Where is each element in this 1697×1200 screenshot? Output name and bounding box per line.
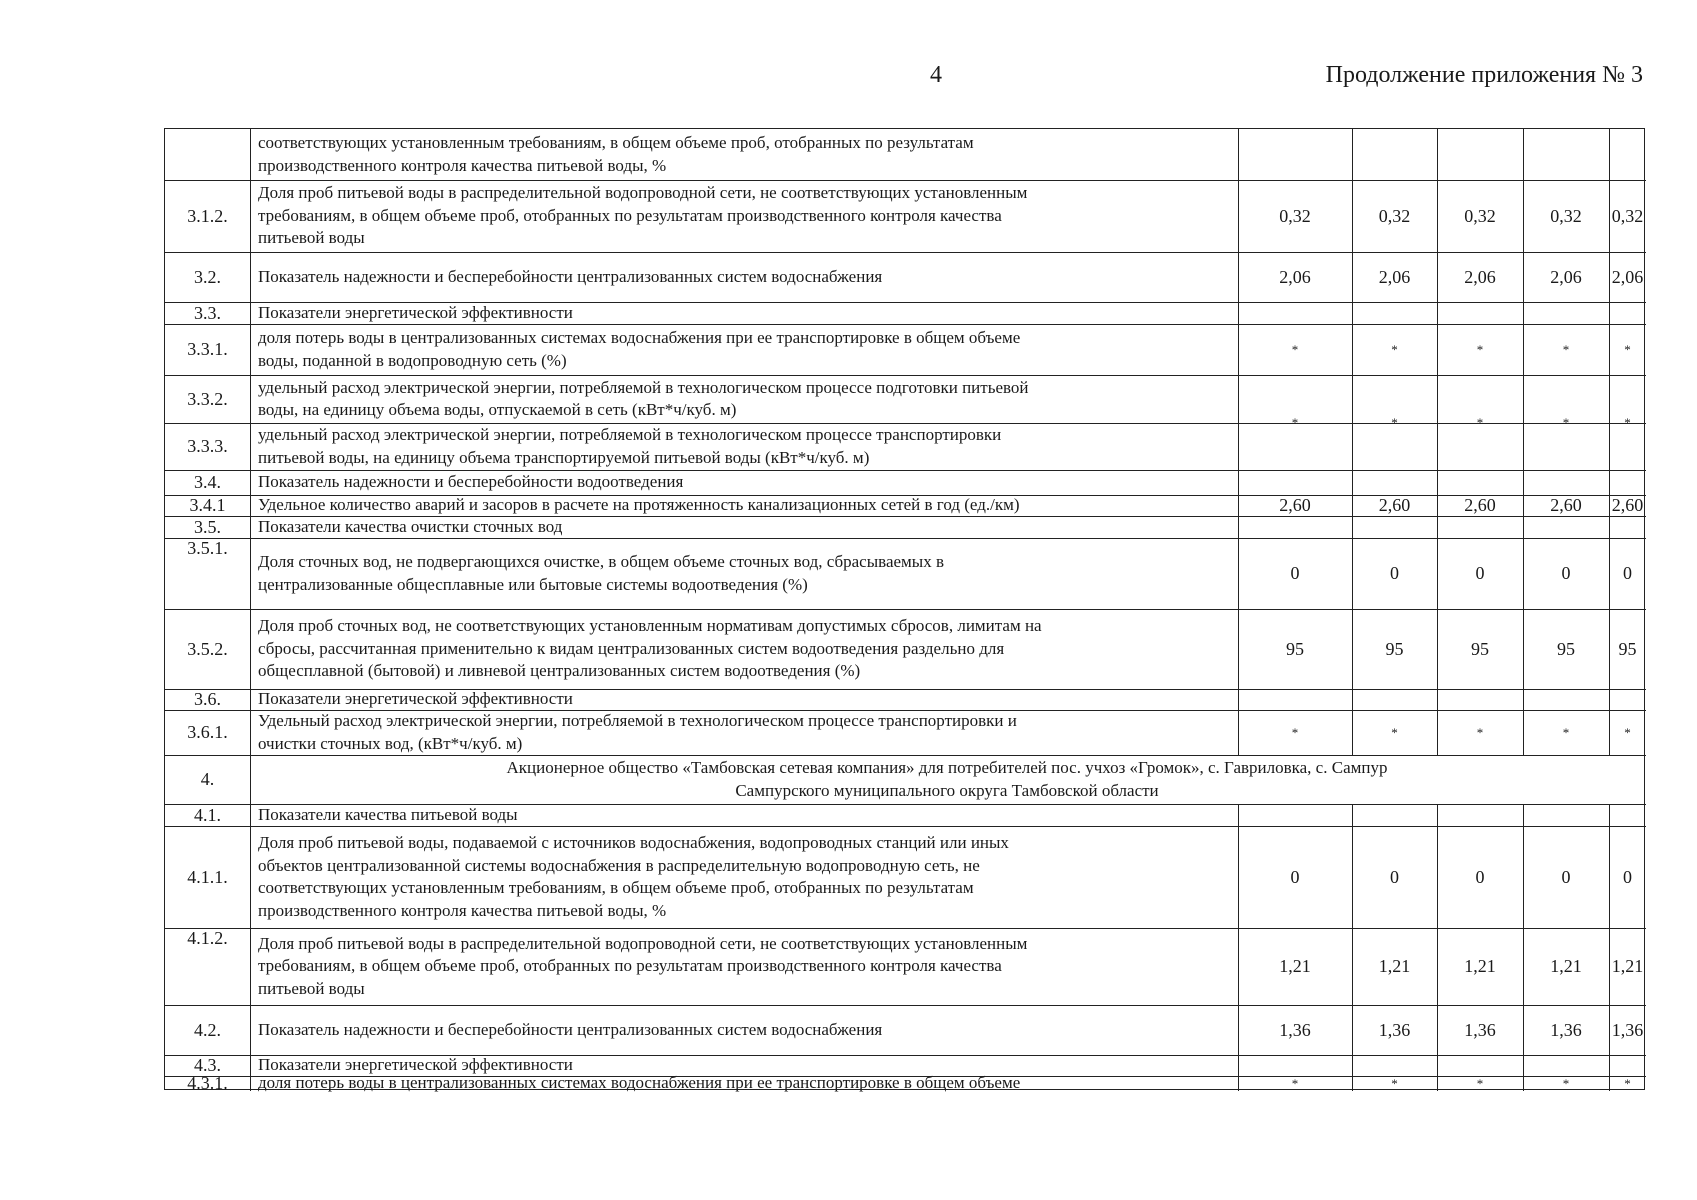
column-rule <box>1609 689 1610 710</box>
value-cell: 95 <box>1618 638 1637 659</box>
value-cell: * <box>1476 341 1484 357</box>
value-cell: * <box>1476 414 1484 430</box>
value-cell: * <box>1391 414 1398 430</box>
value-cell: 2,06 <box>1378 266 1411 287</box>
indicator-line: требованиям, в общем объеме проб, отобранных по результатам производственного контроля качества <box>258 956 1002 976</box>
value-cell <box>1437 129 1523 180</box>
value-cell <box>1523 129 1609 180</box>
row-number: 4.1.1. <box>187 866 228 887</box>
indicator-line: Акционерное общество «Тамбовская сетевая компания» для потребителей пос. учхоз «Громок», с. Гавриловка, с. Сампур <box>506 758 1388 777</box>
indicator-line: Сампурского муниципального округа Тамбовской области <box>735 780 1159 800</box>
column-rule <box>1523 689 1524 710</box>
row-number: 3.4.1 <box>189 495 226 515</box>
indicator-line: удельный расход электрической энергии, потребляемой в технологическом процессе транспортировки <box>258 425 1002 444</box>
column-rule <box>1609 1055 1610 1076</box>
value-cell: * <box>1562 724 1570 740</box>
value-cell: 95 <box>1385 638 1404 659</box>
value-cell: 1,21 <box>1550 956 1582 976</box>
value-cell: 0 <box>1475 563 1485 583</box>
indicator-line: питьевой воды <box>258 228 365 248</box>
value-cell: * <box>1476 724 1484 740</box>
indicator-line: удельный расход электрической энергии, потребляемой в технологическом процессе подготовки питьевой <box>258 377 1029 397</box>
row-number: 3.2. <box>194 266 221 287</box>
indicator-text <box>258 710 1358 755</box>
value-cell: * <box>1624 1075 1631 1091</box>
row-number: 3.3. <box>194 302 221 323</box>
row-number: 3.6. <box>194 689 221 709</box>
value-cell: 0,32 <box>1550 205 1582 226</box>
value-cell: 0 <box>1475 866 1485 887</box>
value-cell: 0,32 <box>1464 205 1496 226</box>
column-rule <box>1523 516 1524 538</box>
value-cell: 2,06 <box>1550 266 1582 287</box>
indicator-text <box>258 826 1358 928</box>
value-cell: 1,36 <box>1279 1019 1311 1040</box>
indicator-text <box>258 423 1358 470</box>
value-cell: 0 <box>1561 866 1571 887</box>
value-cell: 1,36 <box>1378 1019 1411 1040</box>
value-cell: * <box>1291 341 1299 357</box>
row-number: 3.5. <box>194 516 221 537</box>
value-cell: * <box>1391 1075 1398 1091</box>
indicator-text <box>258 1073 1358 1093</box>
indicator-text <box>258 302 1358 324</box>
indicator-line: очистки сточных вод, (кВт*ч/куб. м) <box>258 733 523 753</box>
column-rule <box>1523 1055 1524 1076</box>
column-rule <box>1609 516 1610 538</box>
indicator-text <box>258 495 1358 516</box>
indicator-line: воды, поданной в водопроводную сеть (%) <box>258 350 567 370</box>
indicator-text <box>258 928 1358 1005</box>
value-cell: * <box>1476 1075 1484 1091</box>
column-rule <box>1437 689 1438 710</box>
row-number: 3.5.2. <box>187 638 228 659</box>
indicator-line: централизованные общесплавные или бытовые системы водоотведения (%) <box>258 574 808 594</box>
value-cell: * <box>1624 341 1631 357</box>
appendix-label: Продолжение приложения № 3 <box>1325 62 1643 88</box>
value-cell <box>1238 129 1352 180</box>
value-cell: 0,32 <box>1378 205 1411 226</box>
indicator-text <box>258 324 1358 375</box>
indicator-line: Показатели качества очистки сточных вод <box>258 516 563 536</box>
value-cell: * <box>1291 724 1299 740</box>
indicator-line: Показатель надежности и бесперебойности водоотведения <box>258 472 684 492</box>
column-rule <box>1609 804 1610 826</box>
indicator-line: Показатели энергетической эффективности <box>258 302 573 322</box>
indicator-line: Показатели энергетической эффективности <box>258 1055 573 1075</box>
row-number: 4.2. <box>194 1019 221 1040</box>
value-cell: 95 <box>1557 638 1575 659</box>
indicator-text <box>258 689 1358 710</box>
value-cell: 2,60 <box>1464 495 1496 515</box>
value-cell: 2,60 <box>1279 495 1311 515</box>
value-cell: 1,21 <box>1611 956 1644 976</box>
indicator-text <box>258 1005 1358 1055</box>
row-number: 3.1.2. <box>187 205 228 226</box>
value-cell: * <box>1562 1075 1570 1091</box>
indicator-line: Доля проб сточных вод, не соответствующих установленным нормативам допустимых сбросов, лимитам на <box>258 616 1042 636</box>
merged-cell-gap <box>1239 422 1645 425</box>
row-number: 4.3. <box>194 1055 221 1075</box>
value-cell: 1,21 <box>1279 956 1311 976</box>
value-cell: * <box>1391 724 1398 740</box>
column-rule <box>1523 302 1524 324</box>
value-cell: * <box>1291 414 1299 430</box>
column-rule <box>250 129 251 1091</box>
value-cell: 95 <box>1471 638 1489 659</box>
indicator-line: питьевой воды, на единицу объема транспортируемой питьевой воды (кВт*ч/куб. м) <box>258 447 870 467</box>
row-number: 3.5.1. <box>187 538 228 558</box>
indicator-line: требованиям, в общем объеме проб, отобранных по результатам производственного контроля качества <box>258 205 1002 225</box>
value-cell: 1,36 <box>1611 1019 1644 1040</box>
page-number: 4 <box>930 62 942 88</box>
indicator-line: Показатель надежности и бесперебойности централизованных систем водоснабжения <box>258 1019 883 1039</box>
row-number: 4.1. <box>194 804 221 825</box>
indicators-table <box>164 128 1645 1093</box>
indicator-line: производственного контроля качества питьевой воды, % <box>258 155 667 175</box>
value-cell: 0 <box>1623 866 1632 887</box>
value-cell: 0 <box>1290 563 1300 583</box>
column-rule <box>1437 470 1438 495</box>
column-rule <box>1609 302 1610 324</box>
value-cell: * <box>1624 414 1631 430</box>
value-cell: 2,60 <box>1378 495 1411 515</box>
indicator-line: соответствующих установленным требованиям, в общем объеме проб, отобранных по результатам <box>258 878 974 897</box>
indicator-line: Доля проб питьевой воды, подаваемой с источников водоснабжения, водопроводных станций или иных <box>258 833 1009 852</box>
value-cell: 1,21 <box>1464 956 1496 976</box>
indicator-line: производственного контроля качества питьевой воды, % <box>258 900 667 920</box>
value-cell: 2,06 <box>1611 266 1644 287</box>
indicator-text <box>258 129 1358 180</box>
value-cell: * <box>1624 724 1631 740</box>
indicator-text <box>258 804 1358 826</box>
row-number: 3.3.2. <box>187 388 228 409</box>
value-cell <box>1352 129 1437 180</box>
indicator-text <box>258 755 1636 804</box>
column-rule <box>1437 1055 1438 1076</box>
indicator-text <box>258 609 1358 689</box>
value-cell: 2,60 <box>1550 495 1582 515</box>
row-number: 3.4. <box>194 472 221 492</box>
column-rule <box>1437 804 1438 826</box>
indicator-text <box>258 375 1358 423</box>
column-rule <box>1437 516 1438 538</box>
value-cell: 0 <box>1623 563 1632 583</box>
value-cell: 1,36 <box>1550 1019 1582 1040</box>
value-cell: 95 <box>1286 638 1304 659</box>
indicator-line: доля потерь воды в централизованных системах водоснабжения при ее транспортировке в общем объеме <box>258 328 1021 347</box>
row-number: 3.3.1. <box>187 339 228 359</box>
value-cell: 2,60 <box>1611 495 1644 515</box>
value-cell: 0 <box>1290 866 1300 887</box>
value-cell: * <box>1562 341 1570 357</box>
column-rule <box>1437 302 1438 324</box>
value-cell: * <box>1391 341 1398 357</box>
indicator-line: Доля сточных вод, не подвергающихся очистке, в общем объеме сточных вод, сбрасываемых в <box>258 552 944 571</box>
row-number: 4.1.2. <box>187 928 228 948</box>
indicator-line: доля потерь воды в централизованных системах водоснабжения при ее транспортировке в общем объеме <box>258 1073 1021 1093</box>
column-rule <box>1523 804 1524 826</box>
row-number: 4. <box>200 769 215 789</box>
indicator-line: Показатели качества питьевой воды <box>258 804 518 824</box>
value-cell: * <box>1291 1075 1299 1091</box>
indicator-line: Удельное количество аварий и засоров в расчете на протяженность канализационных сетей в год (ед./км) <box>258 495 1020 515</box>
indicator-line: Показатели энергетической эффективности <box>258 689 573 709</box>
indicator-line: воды, на единицу объема воды, отпускаемой в сеть (кВт*ч/куб. м) <box>258 400 737 419</box>
indicator-text <box>258 180 1358 252</box>
indicator-text <box>258 470 1358 495</box>
indicator-line: питьевой воды <box>258 978 365 998</box>
column-rule <box>1609 470 1610 495</box>
value-cell <box>1609 129 1646 180</box>
value-cell: 0 <box>1390 866 1399 887</box>
row-number <box>165 129 250 180</box>
indicator-text <box>258 538 1358 609</box>
row-number: 3.6.1. <box>187 722 228 742</box>
column-rule <box>1523 470 1524 495</box>
indicator-line: объектов централизованной системы водоснабжения в распределительную водопроводную сеть, не <box>258 855 980 875</box>
row-number: 4.3.1. <box>187 1073 228 1093</box>
value-cell: 2,06 <box>1279 266 1311 287</box>
value-cell: 0,32 <box>1279 205 1311 226</box>
value-cell: * <box>1562 414 1570 430</box>
indicator-line: соответствующих установленным требованиям, в общем объеме проб, отобранных по результатам <box>258 133 974 152</box>
indicator-line: Доля проб питьевой воды в распределительной водопроводной сети, не соответствующих установленным <box>258 183 1028 203</box>
value-cell: 1,36 <box>1464 1019 1496 1040</box>
indicator-line: Показатель надежности и бесперебойности централизованных систем водоснабжения <box>258 266 883 286</box>
row-number: 3.3.3. <box>187 436 228 456</box>
indicator-line: Доля проб питьевой воды в распределительной водопроводной сети, не соответствующих установленным <box>258 933 1028 953</box>
value-cell: 0 <box>1390 563 1399 583</box>
value-cell: 0,32 <box>1611 205 1644 226</box>
indicator-line: сбросы, рассчитанная применительно к видам централизованных систем водоотведения раздельно для <box>258 638 1005 658</box>
indicator-line: общесплавной (бытовой) и ливневой централизованных систем водоотведения (%) <box>258 661 861 681</box>
indicator-text <box>258 516 1358 538</box>
value-cell: 2,06 <box>1464 266 1496 287</box>
indicator-line: Удельный расход электрической энергии, потребляемой в технологическом процессе транспортировки и <box>258 711 1017 730</box>
indicator-text <box>258 252 1358 302</box>
value-cell: 1,21 <box>1378 956 1411 976</box>
value-cell: 0 <box>1561 563 1571 583</box>
